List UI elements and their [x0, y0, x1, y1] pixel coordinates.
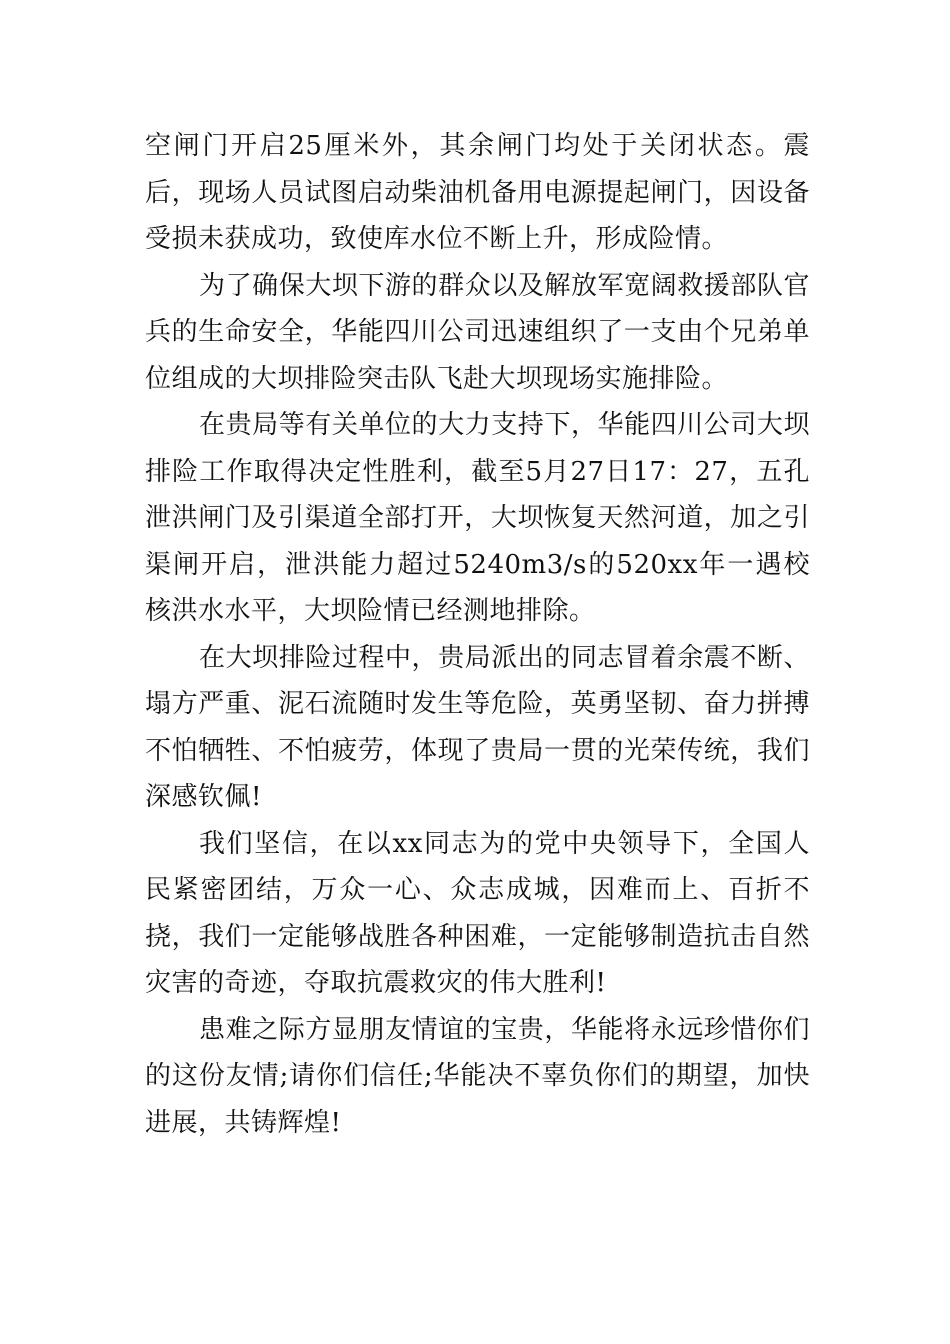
letter-body: [145, 123, 810, 1146]
paragraph-victory: 在贵局等有关单位的大力支持下，华能四川公司大坝排险工作取得决定性胜利，截至5月27日17：27，五孔泄洪闸门及引渠道全部打开，大坝恢复天然河道，加之引渠闸开启，泄洪能力超过5240m3/s的520xx年一遇校核洪水水平，大坝险情已经测地排除。: [145, 410, 810, 626]
paragraph-rescue-team: 为了确保大坝下游的群众以及解放军宽阔救援部队官兵的生命安全，华能四川公司迅速组织了一支由个兄弟单位组成的大坝排险突击队飞赴大坝现场实施排险。: [145, 270, 810, 394]
paragraph-confidence: 我们坚信，在以xx同志为的党中央领导下，全国人民紧密团结，万众一心、众志成城，因难而上、百折不挠，我们一定能够战胜各种困难，一定能够制造抗击自然灾害的奇迹，夺取抗震救灾的伟大胜利!: [145, 828, 810, 998]
paragraph-closing: 患难之际方显朋友情谊的宝贵，华能将永远珍惜你们的这份友情;请你们信任;华能决不辜负你们的期望，加快进展，共铸辉煌!: [145, 1014, 810, 1138]
paragraph-gratitude: 在大坝排险过程中，贵局派出的同志冒着余震不断、塌方严重、泥石流随时发生等危险，英勇坚韧、奋力拼搏不怕牺牲、不怕疲劳，体现了贵局一贯的光荣传统，我们深感钦佩!: [145, 642, 810, 812]
paragraph-continued: 空闸门开启25厘米外，其余闸门均处于关闭状态。震后，现场人员试图启动柴油机备用电源提起闸门，因设备受损未获成功，致使库水位不断上升，形成险情。: [145, 131, 810, 254]
